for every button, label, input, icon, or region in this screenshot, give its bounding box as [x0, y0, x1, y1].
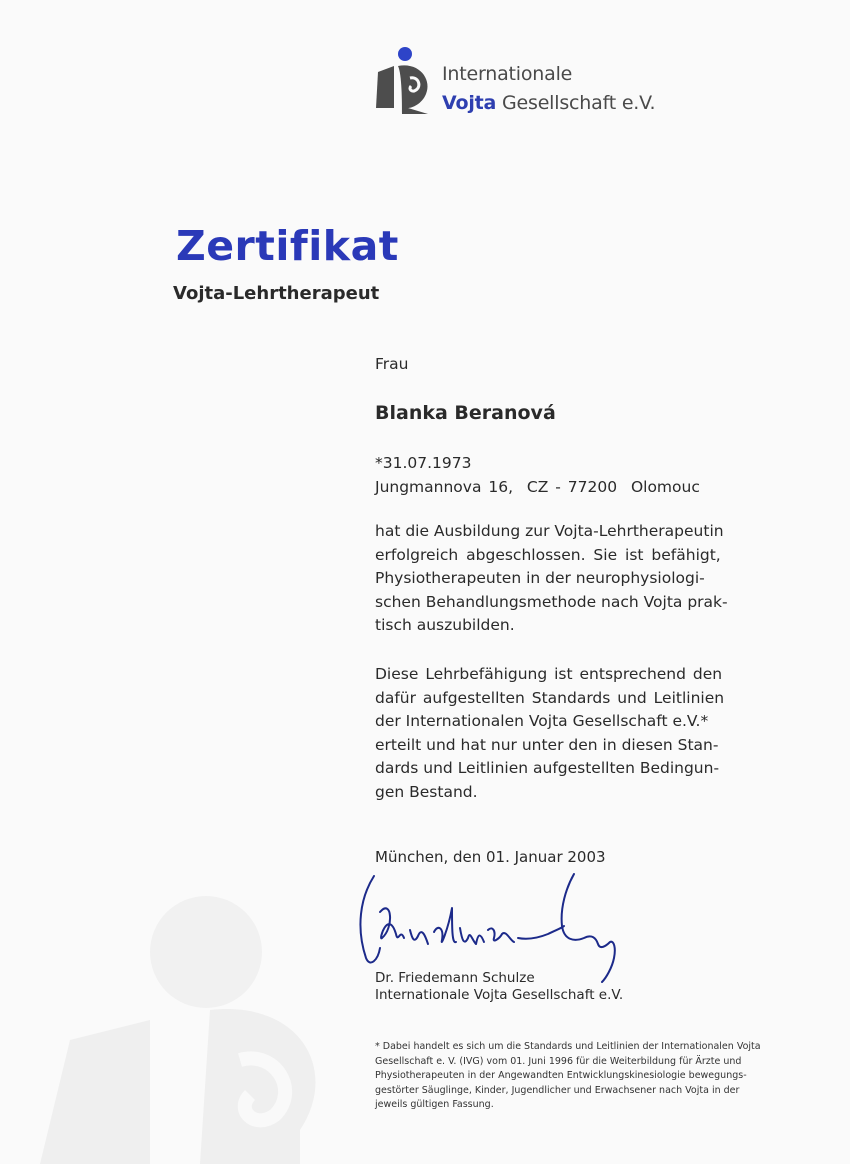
- certificate-title: Zertifikat: [176, 222, 399, 270]
- place-date: München, den 01. Januar 2003: [375, 848, 606, 866]
- recipient-address: Jungmannova 16, CZ - 77200 Olomouc: [375, 478, 700, 496]
- qualification-paragraph: [375, 663, 755, 805]
- paragraph-line: schen Behandlungsmethode nach Vojta prak-: [375, 592, 728, 611]
- organization-name-line1: Internationale: [442, 63, 573, 85]
- watermark-logo: [0, 980, 360, 1164]
- paragraph-line: dafür aufgestellten Standards und Leitlinien: [375, 688, 725, 707]
- organization-name-rest: Gesellschaft e.V.: [501, 92, 656, 114]
- paragraph-line: Physiotherapeuten in der neurophysiologi-: [375, 569, 705, 588]
- paragraph-line: tisch auszubilden.: [375, 616, 515, 635]
- organization-name-line2: [442, 89, 655, 118]
- signatory-name: Dr. Friedemann Schulze: [375, 970, 535, 986]
- paragraph-line: hat die Ausbildung zur Vojta-Lehrtherapeutin: [375, 522, 724, 540]
- recipient-name: Blanka Beranová: [375, 402, 556, 424]
- organization-name: [442, 60, 655, 118]
- paragraph-line: gen Bestand.: [375, 782, 478, 801]
- footnote: [375, 1040, 761, 1113]
- footnote-line: gestörter Säuglinge, Kinder, Jugendlicher und Erwachsener nach Vojta in der: [375, 1084, 740, 1096]
- paragraph-line: erfolgreich abgeschlossen. Sie ist befähigt,: [375, 545, 721, 564]
- ivg-logo-mark: [372, 44, 438, 116]
- footnote-line: * Dabei handelt es sich um die Standards und Leitlinien der Internationalen Vojta: [375, 1041, 761, 1052]
- certificate-subtitle: Vojta-Lehrtherapeut: [173, 283, 380, 304]
- certification-paragraph: [375, 520, 755, 638]
- footnote-line: jeweils gültigen Fassung.: [375, 1099, 494, 1110]
- paragraph-line: dards und Leitlinien aufgestellten Bedingun-: [375, 759, 720, 778]
- footnote-line: Physiotherapeuten in der Angewandten Entwicklungskinesiologie bewegungs-: [375, 1070, 747, 1081]
- watermark-dot: [150, 896, 262, 1008]
- salutation: Frau: [375, 355, 409, 373]
- paragraph-line: der Internationalen Vojta Gesellschaft e.V.*: [375, 712, 709, 731]
- footnote-line: Gesellschaft e. V. (IVG) vom 01. Juni 1996 für die Weiterbildung für Ärzte und: [375, 1055, 742, 1067]
- organization-logo: [372, 44, 672, 116]
- paragraph-line: Diese Lehrbefähigung ist entsprechend den: [375, 665, 723, 683]
- signatory-block: [375, 970, 623, 1004]
- paragraph-line: erteilt und hat nur unter den in diesen Stan-: [375, 735, 719, 754]
- organization-brand: Vojta: [442, 92, 497, 114]
- birth-date: *31.07.1973: [375, 454, 472, 472]
- signatory-organization: Internationale Vojta Gesellschaft e.V.: [375, 987, 624, 1003]
